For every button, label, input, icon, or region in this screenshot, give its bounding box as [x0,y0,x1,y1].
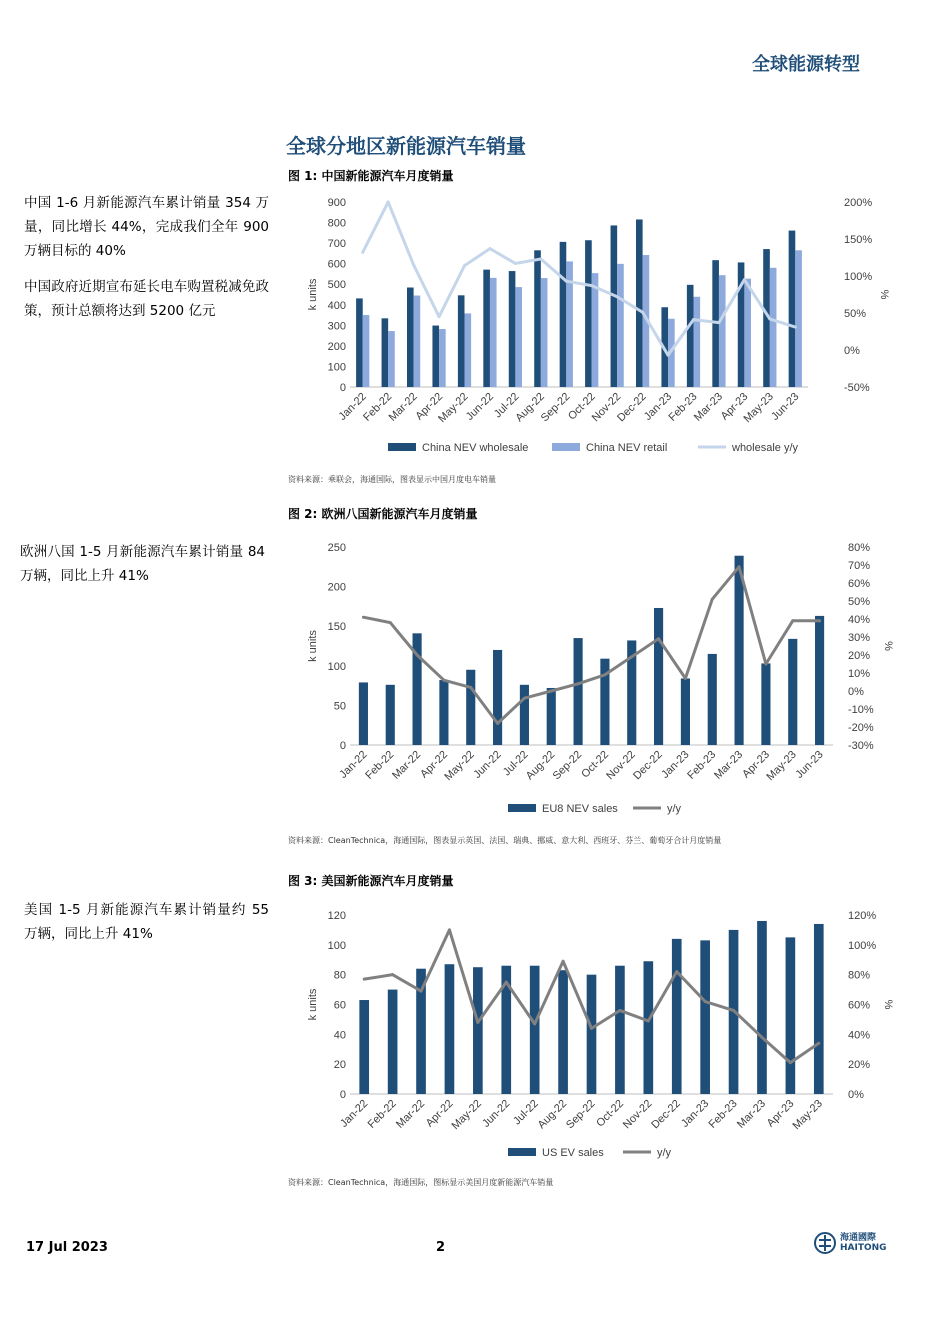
y-tick-label: 100 [327,660,346,673]
bar [515,287,522,387]
line-point [412,263,415,266]
line-point [692,318,695,321]
europe-sales-note: 欧洲八国 1-5 月新能源汽车累计销量 84 万辆，同比上升 41% [20,544,265,584]
line-point [488,247,491,250]
y2-tick-label: 60% [848,999,871,1012]
bar [534,250,541,387]
x-tick-label: Apr-22 [418,748,451,781]
bar [643,961,653,1094]
y2-axis-title: % [882,641,894,651]
y-tick-label: 80 [333,969,346,982]
series-line [363,202,796,355]
x-tick-label: May-23 [741,390,776,426]
line-point [416,654,419,657]
bar [541,278,548,387]
x-tick-label: Feb-22 [363,748,397,782]
bar [615,966,625,1094]
x-tick-label: Feb-22 [361,390,395,424]
line-point [362,616,365,619]
y2-tick-label: 80% [848,969,871,982]
bar [795,250,802,387]
bar [786,937,796,1094]
bar [414,296,421,387]
us-sales-note: 美国 1-5 月新能源汽车累计销量约 55 万辆，同比上升 41% [24,902,269,942]
y-tick-label: 200 [327,581,346,594]
bar [356,298,363,387]
bar [359,682,368,745]
y-tick-label: 100 [327,939,346,952]
x-tick-label: Nov-22 [620,1097,655,1132]
line-point [704,1000,707,1003]
haitong-logo-icon [814,1232,836,1254]
bar [789,231,796,387]
line-point [641,311,644,314]
bar [363,315,370,387]
x-tick-label: Jan-22 [338,1097,371,1130]
line-point [711,598,714,601]
x-tick-label: Apr-22 [423,1097,456,1130]
legend-label: y/y [667,803,682,815]
line-point [438,315,441,318]
y-tick-label: 60 [333,999,346,1012]
bar [483,270,490,387]
line-point [618,1009,621,1012]
figure-2-source: 资料来源：CleanTechnica，海通国际，图表显示英国、法国、瑞典、挪威、意大利、西班牙、芬兰、葡萄牙合计月度销量 [288,836,722,845]
line-point [760,1036,763,1039]
x-tick-label: Jul-22 [491,390,522,421]
x-tick-label: Oct-22 [566,390,598,423]
y-tick-label: 120 [327,910,346,922]
y-tick-label: 700 [327,238,346,251]
bar [458,295,465,387]
x-tick-label: May-23 [764,748,799,784]
china-nev-chart [288,185,898,470]
x-tick-label: Mar-23 [712,748,746,782]
y-tick-label: 0 [339,1089,346,1101]
bar [757,921,767,1094]
y2-tick-label: 10% [848,668,871,680]
line-point [789,1061,792,1064]
bar [359,1000,369,1094]
bar [587,975,597,1094]
line-point [442,679,445,682]
y2-tick-label: 100% [848,939,877,952]
x-tick-label: Apr-23 [718,390,751,423]
x-tick-label: Aug-22 [523,748,558,783]
x-tick-label: Aug-22 [513,390,547,425]
bar [386,685,395,745]
bar [735,556,744,745]
y2-tick-label: 150% [844,234,873,246]
x-tick-label: Apr-23 [764,1097,797,1130]
line-point [476,1021,479,1024]
y2-tick-label: -50% [844,382,870,394]
section-title: 全球分地区新能源汽车销量 [286,134,526,158]
bar [382,318,389,387]
line-point [448,928,451,931]
y-axis-title: k units [307,630,319,662]
bar [388,331,395,387]
y2-tick-label: 70% [848,560,871,572]
x-tick-label: May-22 [436,390,471,426]
y2-tick-label: 50% [844,308,867,320]
line-point [463,264,466,267]
y-tick-label: 500 [327,279,346,292]
figure-1-source: 资料来源：乘联会，海通国际，图表显示中国月度电车销量 [288,475,496,484]
y2-tick-label: 20% [848,650,871,662]
line-point [496,722,499,725]
x-tick-label: Dec-22 [631,748,665,783]
line-point [523,697,526,700]
figure-3-source: 资料来源：CleanTechnica，海通国际，图标显示美国月度新能源汽车销量 [288,1178,554,1187]
y-tick-label: 200 [327,340,346,353]
x-tick-label: Feb-23 [706,1097,740,1131]
legend-label: China NEV wholesale [422,442,529,454]
x-tick-label: Jul-22 [511,1097,541,1128]
x-tick-label: May-22 [442,748,477,784]
line-point [550,690,553,693]
x-tick-label: Jun-22 [471,748,504,781]
y-tick-label: 600 [327,258,346,271]
bar [466,670,475,745]
legend-label: EU8 NEV sales [542,803,618,815]
figure-1-title: 图 1: 中国新能源汽车月度销量 [288,169,454,183]
y2-tick-label: -20% [848,722,874,734]
bar [611,225,618,387]
line-point [717,321,720,324]
y2-tick-label: 30% [848,632,871,644]
y-axis-title: k units [307,988,319,1021]
bar [493,650,502,745]
bar [694,297,701,387]
bar [719,275,726,387]
x-tick-label: May-22 [449,1097,484,1133]
line-point [684,677,687,680]
line-point [818,619,821,622]
y2-tick-label: 0% [848,686,864,698]
x-tick-label: Sep-22 [538,390,573,425]
line-point [533,1022,536,1025]
x-tick-label: Sep-22 [550,748,585,783]
bar [490,278,497,387]
china-sales-note: 中国 1-6 月新能源汽车累计销量 354 万量，同比增长 44%，完成我们全年 900 万辆目标的 40% [24,195,269,259]
bar [672,939,682,1094]
legend-label: China NEV retail [586,442,668,454]
line-point [817,1042,820,1045]
x-tick-label: Oct-22 [594,1097,627,1130]
bar [770,268,777,387]
y2-tick-label: 80% [848,542,871,554]
y-tick-label: 250 [327,542,346,554]
line-point [590,1027,593,1030]
x-tick-label: Dec-22 [615,390,649,425]
bar [654,608,663,745]
legend-swatch [388,443,416,451]
bar [592,273,599,387]
bar [700,940,710,1094]
bar [439,680,448,745]
y2-tick-label: 0% [848,1089,864,1101]
y-tick-label: 800 [327,217,346,230]
y2-tick-label: 40% [848,614,871,626]
bar [509,271,516,387]
y-tick-label: 300 [327,320,346,333]
x-tick-label: Jun-23 [769,390,802,423]
line-point [514,262,517,265]
y2-tick-label: 60% [848,578,871,590]
line-point [505,981,508,984]
line-point [732,1009,735,1012]
line-point [791,619,794,622]
x-tick-label: Jan-23 [678,1097,712,1130]
line-point [387,201,390,204]
x-tick-label: Mar-22 [386,390,420,424]
legend-label: wholesale y/y [732,442,799,454]
line-point [675,970,678,973]
line-point [539,257,542,260]
bar [407,288,414,387]
series-line [363,567,819,724]
bar [681,678,690,745]
y-tick-label: 150 [327,621,346,634]
line-point [391,973,394,976]
x-tick-label: Jun-23 [793,748,826,781]
line-point [469,686,472,689]
bar [388,990,398,1094]
x-tick-label: May-23 [790,1097,825,1133]
y-tick-label: 100 [327,361,346,374]
bar [547,688,556,745]
line-point [363,978,366,981]
bar [465,313,472,387]
x-tick-label: Nov-22 [589,390,624,425]
logo-text-en: HAITONG [840,1243,887,1253]
line-point [389,621,392,624]
y-axis-title: k units [307,278,319,311]
y-tick-label: 20 [333,1059,346,1072]
line-point [764,663,767,666]
y2-tick-label: 120% [848,910,877,922]
bar [530,966,540,1094]
bar [708,654,717,745]
legend-swatch [552,443,580,451]
x-tick-label: Oct-22 [579,748,612,781]
legend-swatch [508,1148,536,1156]
x-tick-label: Jun-22 [463,390,497,423]
bar [439,329,446,387]
china-tax-note: 中国政府近期宣布延长电车购置税减免政策，预计总额将达到 5200 亿元 [24,279,269,319]
line-point [616,295,619,298]
y2-axis-title: % [882,999,894,1010]
y-tick-label: 900 [327,197,346,209]
eu8-nev-chart [288,530,898,828]
y-tick-label: 0 [339,740,346,752]
y2-tick-label: 50% [848,596,871,608]
page-number: 2 [436,1240,446,1255]
bar [558,970,568,1094]
y-tick-label: 50 [333,700,346,713]
china-summary-note [24,191,269,323]
bar [687,285,694,387]
line-point [647,1019,650,1022]
y2-tick-label: -10% [848,704,874,716]
line-point [768,317,771,320]
bar [814,924,824,1094]
x-tick-label: Feb-23 [685,748,719,782]
y2-tick-label: 100% [844,271,873,283]
line-point [565,280,568,283]
y2-tick-label: 200% [844,197,873,209]
bar [473,967,483,1094]
bar [445,964,455,1094]
line-point [630,655,633,658]
line-point [420,990,423,993]
line-point [738,565,741,568]
figure-3-title: 图 3: 美国新能源汽车月度销量 [288,874,454,888]
line-point [577,682,580,685]
line-point [667,354,670,357]
y-tick-label: 400 [327,299,346,312]
y-tick-label: 40 [333,1029,346,1042]
x-tick-label: Sep-22 [564,1097,598,1132]
bar [585,240,592,387]
bar [432,326,439,387]
x-tick-label: Jun-22 [480,1097,513,1130]
x-tick-label: Aug-22 [535,1097,570,1132]
line-point [603,673,606,676]
y2-tick-label: 20% [848,1059,871,1072]
line-point [590,284,593,287]
figure-2-title: 图 2: 欧洲八国新能源汽车月度销量 [288,507,478,521]
line-point [794,326,797,329]
line-point [361,251,364,254]
x-tick-label: Feb-23 [666,390,700,424]
bar [761,663,770,745]
bar [788,639,797,745]
x-tick-label: Dec-22 [649,1097,683,1132]
y2-tick-label: 40% [848,1029,871,1042]
y2-tick-label: -30% [848,740,874,752]
x-tick-label: Nov-22 [604,748,638,783]
y2-tick-label: 0% [844,345,860,357]
bar [560,242,567,387]
x-tick-label: Mar-22 [390,748,424,782]
x-tick-label: Feb-22 [365,1097,399,1131]
bar [815,616,824,745]
line-point [657,637,660,640]
us-ev-chart [288,898,898,1173]
bar [617,264,624,387]
x-tick-label: Apr-22 [413,390,446,423]
x-tick-label: Apr-23 [740,748,773,781]
line-point [743,278,746,281]
y-tick-label: 0 [339,382,346,394]
x-tick-label: Jan-23 [659,748,692,781]
bar [574,638,583,745]
bar [744,279,751,387]
footer-date: 17 Jul 2023 [26,1240,108,1255]
haitong-logo [814,1232,887,1254]
y2-axis-title: % [878,289,890,300]
x-tick-label: Mar-22 [394,1097,428,1131]
x-tick-label: Jan-22 [336,390,369,423]
report-series-title: 全球能源转型 [752,54,860,75]
bar [520,685,529,745]
logo-text-cn: 海通國際 [840,1233,877,1243]
legend-label: US EV sales [542,1147,604,1159]
x-tick-label: Mar-23 [691,390,726,424]
legend-label: y/y [657,1147,672,1159]
bar [636,219,643,387]
line-point [562,960,565,963]
x-tick-label: Mar-23 [734,1097,769,1131]
x-tick-label: Jan-23 [641,390,675,423]
legend-swatch [508,804,536,812]
x-tick-label: Jul-22 [500,748,531,779]
x-tick-label: Jan-22 [337,748,370,781]
